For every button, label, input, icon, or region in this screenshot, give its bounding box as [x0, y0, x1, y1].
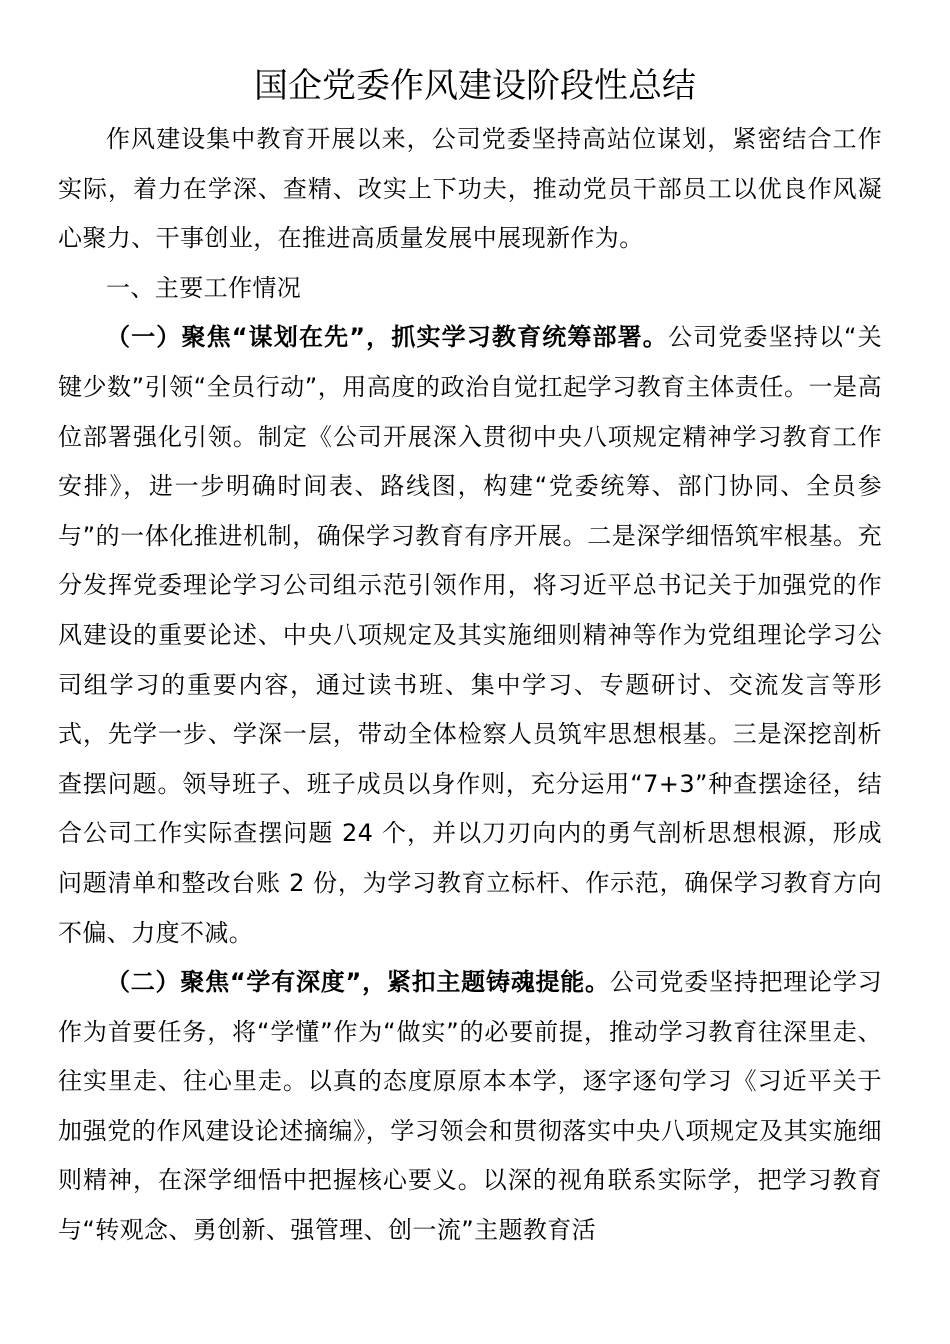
subsection-2-text: 公司党委坚持把理论学习作为首要任务，将“学懂”作为“做实”的必要前提，推动学习教育往深里走、往实里走、往心里走。以真的态度原原本本学，逐字逐句学习《习近平关于加强党的作风建设论述摘编》，学习领会和贯彻落实中央八项规定及其实施细则精神，在深学细悟中把握核心要义。以深的视角联系实际学，把学习教育与“转观念、勇创新、强管理、创一流”主题教育活 — [58, 968, 882, 1245]
subsection-2-paragraph — [58, 958, 882, 1256]
document-body — [58, 115, 882, 1256]
section-heading: 一、主要工作情况 — [106, 273, 302, 302]
intro-paragraph: 作风建设集中教育开展以来，公司党委坚持高站位谋划，紧密结合工作实际，着力在学深、查精、改实上下功夫，推动党员干部员工以优良作风凝心聚力、干事创业，在推进高质量发展中展现新作为。 — [58, 125, 882, 253]
subsection-1-paragraph — [58, 313, 882, 958]
document-title: 国企党委作风建设阶段性总结 — [254, 66, 696, 106]
subsection-2-heading: （二）聚焦“学有深度”，紧扣主题铸魂提能。 — [106, 968, 610, 997]
subsection-1-text: 公司党委坚持以“关键少数”引领“全员行动”，用高度的政治自觉扛起学习教育主体责任。一是高位部署强化引领。制定《公司开展深入贯彻中央八项规定精神学习教育工作安排》，进一步明确时间表、路线图，构建“党委统筹、部门协同、全员参与”的一体化推进机制，确保学习教育有序开展。二是深学细悟筑牢根基。充分发挥党委理论学习公司组示范引领作用，将习近平总书记关于加强党的作风建设的重要论述、中央八项规定及其实施细则精神等作为党组理论学习公司组学习的重要内容，通过读书班、集中学习、专题研讨、交流发言等形式，先学一步、学深一层，带动全体检察人员筑牢思想根基。三是深挖剖析查摆问题。领导班子、班子成员以身作则，充分运用“7+3”种查摆途径，结合公司工作实际查摆问题 24 个，并以刀刃向内的勇气剖析思想根源，形成问题清单和整改台账 2 份，为学习教育立标杆、作示范，确保学习教育方向不偏、力度不减。 — [58, 323, 882, 947]
subsection-1-heading: （一）聚焦“谋划在先”，抓实学习教育统筹部署。 — [106, 323, 668, 352]
